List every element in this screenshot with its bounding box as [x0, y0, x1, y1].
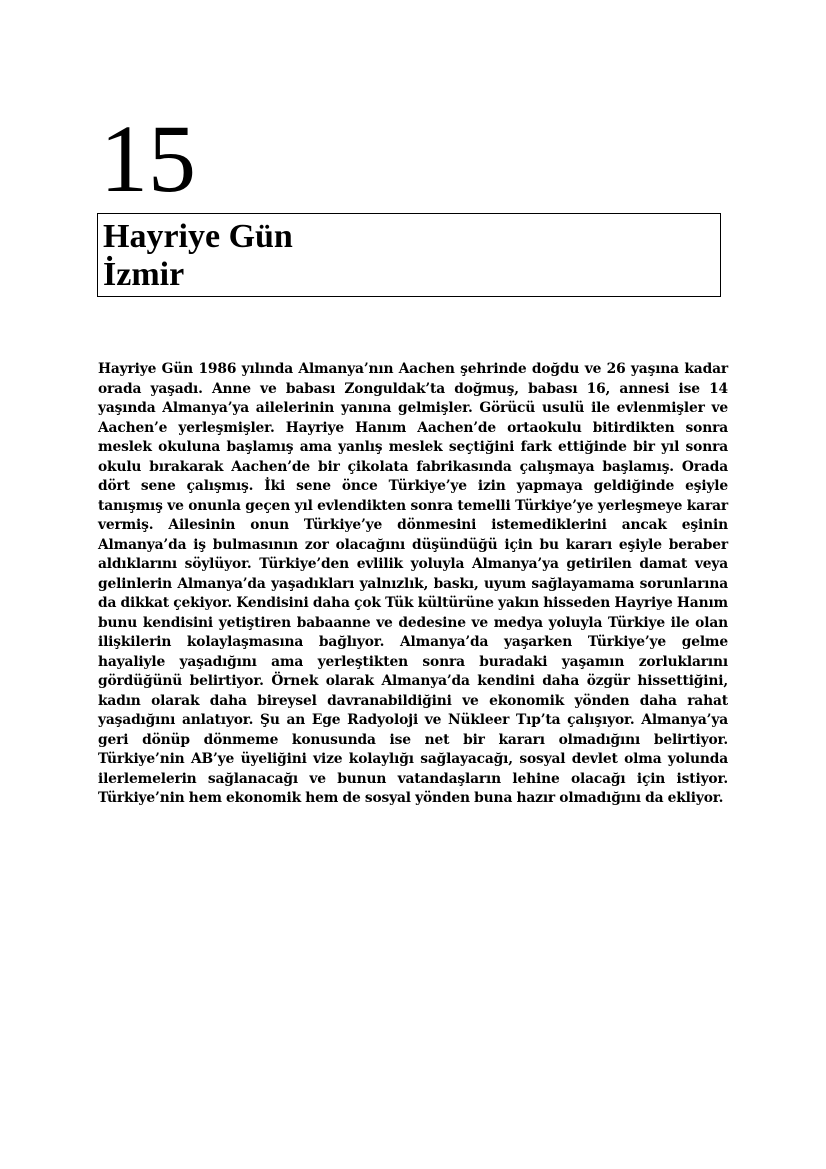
- biography-paragraph: Hayriye Gün 1986 yılında Almanya’nın Aachen şehrinde doğdu ve 26 yaşına kadar orada yaşadı. Anne ve babası Zonguldak’ta doğmuş, babası 16, annesi ise 14 yaşında Almanya’ya ailelerinin yanına gelmişler. Görücü usulü ile evlenmişler ve Aachen’e yerleşmişler. Hayriye Hanım Aachen’de ortaokulu bitirdikten sonra meslek okuluna başlamış ama yanlış meslek seçtiğini fark ettiğinde bir yıl sonra okulu bırakarak Aachen’de bir çikolata fabrikasında çalışmaya başlamış. Orada dört sene çalışmış. İki sene önce Türkiye’ye izin yapmaya geldiğinde eşiyle tanışmış ve onunla geçen yıl evlendikten sonra temelli Türkiye’ye yerleşmeye karar vermiş. Ailesinin onun Türkiye’ye dönmesini istemediklerini ancak eşinin Almanya’da iş bulmasının zor olacağını düşündüğü için bu kararı eşiyle beraber aldıklarını söylüyor. Türkiye’den evlilik yoluyla Almanya’ya getirilen damat veya gelinlerin Almanya’da yaşadıkları yalnızlık, baskı, uyum sağlayamama sorunlarına da dikkat çekiyor. Kendisini daha çok Tük kültürüne yakın hisseden Hayriye Hanım bunu kendisini yetiştiren babaanne ve dedesine ve medya yoluyla Türkiye ile olan ilişkilerin kolaylaşmasına bağlıyor. Almanya’da yaşarken Türkiye’ye gelme hayaliyle yaşadığını ama yerleştikten sonra buradaki yaşamın zorluklarını gördüğünü belirtiyor. Örnek olarak Almanya’da kendini daha özgür hissettiğini, kadın olarak daha bireysel davranabildiğini ve ekonomik yönden daha rahat yaşadığını anlatıyor. Şu an Ege Radyoloji ve Nükleer Tıp’ta çalışıyor. Almanya’ya geri dönüp dönmeme konusunda ise net bir kararı olmadığını belirtiyor. Türkiye’nin AB’ye üyeliğini vize kolaylığı sağlayacağı, sosyal devlet olma yolunda ilerlemelerin sağlanacağı ve bunun vatandaşların lehine olacağı için istiyor. Türkiye’nin hem ekonomik hem de sosyal yönden buna hazır olmadığını da ekliyor.: [98, 361, 728, 806]
- person-name: Hayriye Gün: [103, 218, 293, 255]
- person-city: İzmir: [103, 256, 185, 293]
- title-box: [97, 213, 721, 297]
- chapter-number: 15: [100, 105, 196, 212]
